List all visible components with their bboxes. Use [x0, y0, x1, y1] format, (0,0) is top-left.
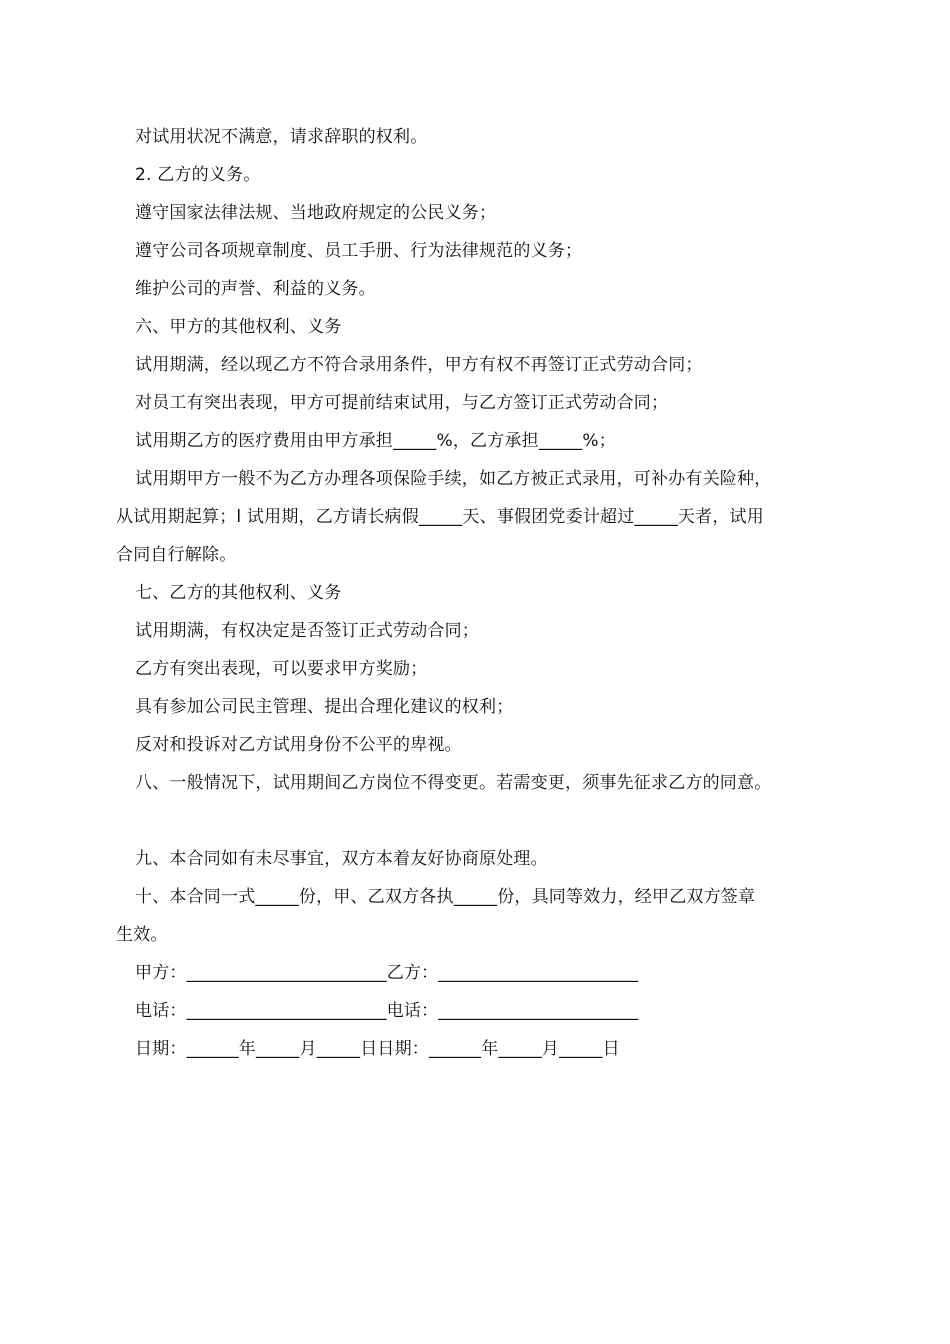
paragraph-insurance-line3: 合同自行解除。	[116, 545, 237, 565]
paragraph-probation-end: 试用期满，经以现乙方不符合录用条件，甲方有权不再签订正式劳动合同；	[135, 355, 703, 375]
signature-party-row: 甲方：_______________________乙方：_______________________	[135, 963, 639, 983]
blank-line	[116, 802, 856, 840]
paragraph-resign-right: 对试用状况不满意，请求辞职的权利。	[135, 127, 428, 147]
paragraph-section-ten-line2: 生效。	[116, 925, 168, 945]
paragraph-obey-rules: 遵守公司各项规章制度、员工手册、行为法律规范的义务；	[135, 241, 583, 261]
paragraph-decide-sign: 试用期满，有权决定是否签订正式劳动合同；	[135, 621, 479, 641]
paragraph-early-end: 对员工有突出表现，甲方可提前结束试用，与乙方签订正式劳动合同；	[135, 393, 669, 413]
paragraph-complaint: 反对和投诉对乙方试用身份不公平的卑视。	[135, 735, 462, 755]
paragraph-insurance-line2: 从试用期起算；l 试用期，乙方请长病假_____天、事假团党委计超过_____天者，试用	[116, 507, 764, 527]
paragraph-obey-law: 遵守国家法律法规、当地政府规定的公民义务；	[135, 203, 497, 223]
paragraph-section-nine: 九、本合同如有未尽事宜，双方本着友好协商原处理。	[135, 849, 548, 869]
heading-section-six: 六、甲方的其他权利、义务	[135, 317, 342, 337]
paragraph-medical-cost: 试用期乙方的医疗费用由甲方承担_____%，乙方承担_____%；	[135, 431, 616, 451]
signature-phone-row: 电话：_______________________电话：_______________________	[135, 1001, 639, 1021]
paragraph-section-ten-line1: 十、本合同一式_____份，甲、乙双方各执_____份，具同等效力，经甲乙双方签章	[135, 887, 756, 907]
heading-section-seven: 七、乙方的其他权利、义务	[135, 583, 342, 603]
paragraph-section-eight: 八、一般情况下，试用期间乙方岗位不得变更。若需变更，须事先征求乙方的同意。	[135, 773, 772, 793]
heading-party-b-obligations: 2. 乙方的义务。	[135, 165, 261, 185]
paragraph-management: 具有参加公司民主管理、提出合理化建议的权利；	[135, 697, 514, 717]
paragraph-reward: 乙方有突出表现，可以要求甲方奖励；	[135, 659, 428, 679]
paragraph-insurance-line1: 试用期甲方一般不为乙方办理各项保险手续，如乙方被正式录用，可补办有关险种，	[135, 469, 772, 489]
signature-date-row: 日期：______年_____月_____日日期：______年_____月_____日	[135, 1039, 620, 1059]
paragraph-reputation: 维护公司的声誉、利益的义务。	[135, 279, 376, 299]
document-body	[116, 118, 856, 1068]
